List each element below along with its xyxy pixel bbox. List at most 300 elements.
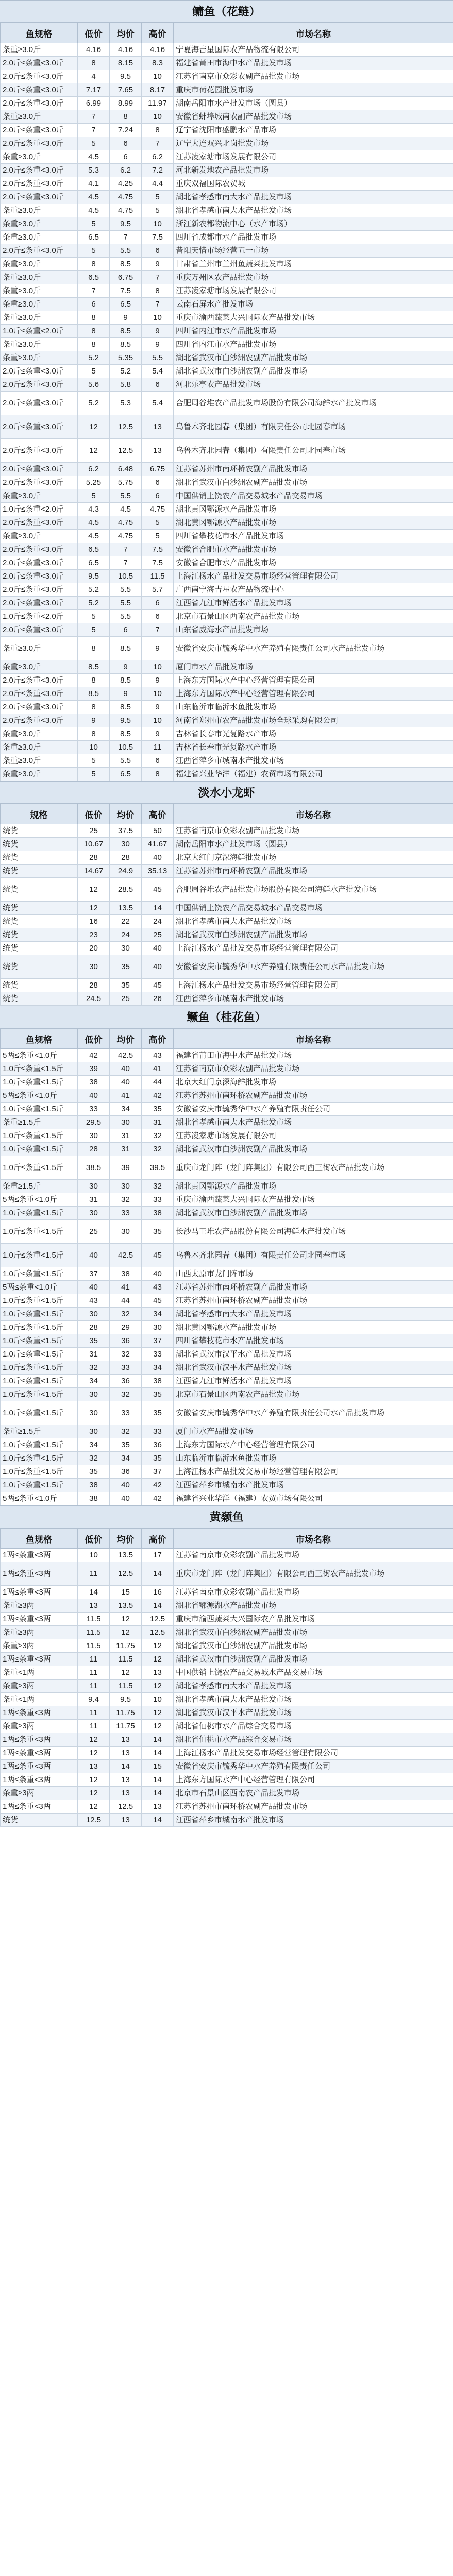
fish-spec-cell: 条重≥3.0斤	[1, 204, 78, 217]
table-row	[1, 754, 453, 768]
avg-price-cell: 12.5	[110, 1800, 142, 1814]
fish-spec-cell: 条重≥3.0斤	[1, 217, 78, 231]
avg-price-cell: 8.5	[110, 727, 142, 741]
high-price-cell: 9	[142, 325, 174, 338]
high-price-cell: 6	[142, 378, 174, 392]
avg-price-cell: 4.25	[110, 177, 142, 191]
low-price-cell: 11	[78, 1562, 110, 1586]
high-price-cell: 15	[142, 1760, 174, 1773]
avg-price-cell: 22	[110, 915, 142, 928]
table-row	[1, 530, 453, 543]
fish-spec-cell: 1两≤条重<3两	[1, 1653, 78, 1666]
avg-price-cell: 6	[110, 137, 142, 150]
fish-spec-cell: 1.0斤≤条重<1.5斤	[1, 1062, 78, 1076]
table-row	[1, 1773, 453, 1787]
fish-spec-cell: 1.0斤≤条重<1.5斤	[1, 1267, 78, 1281]
fish-spec-cell: 5两≤条重<1.0斤	[1, 1281, 78, 1294]
table-row	[1, 865, 453, 878]
market-name-cell: 重庆市荷花园批发市场	[174, 83, 453, 97]
table-row	[1, 177, 453, 191]
market-name-cell: 乌鲁木齐北园春（集团）有限责任公司北园春市场	[174, 415, 453, 439]
table-row	[1, 1143, 453, 1156]
high-price-cell: 7.2	[142, 164, 174, 177]
market-name-cell: 湖北省武汉市汉平水产品批发市场	[174, 1361, 453, 1375]
fish-spec-cell: 2.0斤≤条重<3.0斤	[1, 365, 78, 378]
avg-price-cell: 11.75	[110, 1706, 142, 1720]
table-row	[1, 1492, 453, 1505]
fish-spec-cell: 条重≥3.0斤	[1, 637, 78, 660]
high-price-cell: 5	[142, 516, 174, 530]
table-row	[1, 489, 453, 503]
table-row	[1, 244, 453, 258]
fish-spec-cell: 统货	[1, 838, 78, 851]
market-name-cell: 山西太原市龙门阵市场	[174, 1267, 453, 1281]
market-name-cell: 江苏省苏州市南环桥农副产品批发市场	[174, 1294, 453, 1308]
market-name-cell: 福建省兴业华洋（福建）农贸市场有限公司	[174, 768, 453, 781]
avg-price-cell: 24	[110, 928, 142, 942]
low-price-cell: 11	[78, 1653, 110, 1666]
avg-price-cell: 6.5	[110, 298, 142, 311]
low-price-cell: 12.5	[78, 1814, 110, 1827]
table-row	[1, 1062, 453, 1076]
table-row	[1, 43, 453, 57]
header-row	[1, 804, 453, 824]
table-row	[1, 1308, 453, 1321]
fish-spec-cell: 2.0斤≤条重<3.0斤	[1, 583, 78, 597]
low-price-cell: 8	[78, 701, 110, 714]
avg-price-cell: 12	[110, 1613, 142, 1626]
avg-price-cell: 5.3	[110, 392, 142, 415]
market-name-cell: 湖北黄冈鄂源水产品批发市场	[174, 1321, 453, 1334]
high-price-cell: 17	[142, 1549, 174, 1562]
low-price-cell: 13	[78, 1599, 110, 1613]
high-price-cell: 50	[142, 824, 174, 838]
high-price-cell: 14	[142, 1733, 174, 1747]
table-row	[1, 150, 453, 164]
table-row	[1, 110, 453, 124]
table-row	[1, 1116, 453, 1129]
avg-price-cell: 7.65	[110, 83, 142, 97]
low-price-cell: 35	[78, 1465, 110, 1479]
low-price-cell: 4	[78, 70, 110, 83]
avg-price-cell: 11.75	[110, 1720, 142, 1733]
market-name-cell: 厦门市水产品批发市场	[174, 1425, 453, 1438]
low-price-cell: 30	[78, 1308, 110, 1321]
high-price-cell: 12	[142, 1706, 174, 1720]
market-name-cell: 江苏凌家塘市场发展有限公司	[174, 284, 453, 298]
market-name-cell: 江苏凌家塘市场发展有限公司	[174, 150, 453, 164]
high-price-cell: 10	[142, 217, 174, 231]
fish-spec-cell: 1.0斤≤条重<2.0斤	[1, 503, 78, 516]
high-price-cell: 6	[142, 610, 174, 623]
high-price-cell: 9	[142, 338, 174, 351]
fish-spec-cell: 1两≤条重<3两	[1, 1760, 78, 1773]
table-row	[1, 741, 453, 754]
header-row	[1, 1029, 453, 1049]
table-row	[1, 311, 453, 325]
avg-price-cell: 13	[110, 1733, 142, 1747]
avg-price-cell: 31	[110, 1143, 142, 1156]
market-name-cell: 合肥周谷堆农产品批发市场股份有限公司海鲜水产批发市场	[174, 878, 453, 902]
high-price-cell: 12	[142, 1653, 174, 1666]
fish-spec-cell: 2.0斤≤条重<3.0斤	[1, 392, 78, 415]
market-name-cell: 上海东方国际水产中心经营管理有限公司	[174, 1773, 453, 1787]
low-price-cell: 8	[78, 637, 110, 660]
table-row	[1, 1653, 453, 1666]
market-name-cell: 江苏省南京市众彩农副产品批发市场	[174, 1586, 453, 1599]
fish-spec-cell: 条重≥3.0斤	[1, 258, 78, 271]
avg-price-cell: 38	[110, 1267, 142, 1281]
low-price-cell: 4.1	[78, 177, 110, 191]
market-name-cell: 上海江杨水产品批发交易市场经营管理有限公司	[174, 570, 453, 583]
avg-price-cell: 30	[110, 838, 142, 851]
market-name-cell: 湖北省孝感市南大水产品批发市场	[174, 1116, 453, 1129]
column-header: 规格	[1, 804, 78, 824]
high-price-cell: 34	[142, 1361, 174, 1375]
fish-spec-cell: 2.0斤≤条重<3.0斤	[1, 570, 78, 583]
low-price-cell: 5.6	[78, 378, 110, 392]
table-row	[1, 851, 453, 865]
avg-price-cell: 28	[110, 851, 142, 865]
fish-spec-cell: 统货	[1, 979, 78, 992]
column-header: 市场名称	[174, 804, 453, 824]
avg-price-cell: 34	[110, 1452, 142, 1465]
fish-spec-cell: 2.0斤≤条重<3.0斤	[1, 57, 78, 70]
fish-spec-cell: 1.0斤≤条重<1.5斤	[1, 1388, 78, 1401]
avg-price-cell: 37.5	[110, 824, 142, 838]
high-price-cell: 12	[142, 1680, 174, 1693]
high-price-cell: 31	[142, 1116, 174, 1129]
table-row	[1, 1267, 453, 1281]
fish-spec-cell: 统货	[1, 915, 78, 928]
fish-spec-cell: 1.0斤≤条重<2.0斤	[1, 610, 78, 623]
low-price-cell: 37	[78, 1267, 110, 1281]
high-price-cell: 5	[142, 204, 174, 217]
avg-price-cell: 40	[110, 1479, 142, 1492]
avg-price-cell: 7	[110, 556, 142, 570]
low-price-cell: 6.5	[78, 543, 110, 556]
high-price-cell: 35	[142, 1401, 174, 1425]
table-row	[1, 271, 453, 284]
table-row	[1, 1549, 453, 1562]
table-row	[1, 298, 453, 311]
avg-price-cell: 35	[110, 1438, 142, 1452]
section-title: 黄颡鱼	[0, 1505, 453, 1528]
table-row	[1, 1156, 453, 1180]
high-price-cell: 14	[142, 1747, 174, 1760]
high-price-cell: 12.5	[142, 1613, 174, 1626]
avg-price-cell: 32	[110, 1348, 142, 1361]
price-section	[0, 1006, 453, 1505]
fish-spec-cell: 1两≤条重<3两	[1, 1562, 78, 1586]
table-row	[1, 979, 453, 992]
avg-price-cell: 4.16	[110, 43, 142, 57]
market-name-cell: 中国供销上饶农产品交易城水产品交易市场	[174, 902, 453, 915]
avg-price-cell: 6	[110, 150, 142, 164]
column-header: 低价	[78, 1529, 110, 1549]
high-price-cell: 33	[142, 1348, 174, 1361]
fish-spec-cell: 2.0斤≤条重<3.0斤	[1, 177, 78, 191]
fish-spec-cell: 条重≥3两	[1, 1680, 78, 1693]
fish-spec-cell: 2.0斤≤条重<3.0斤	[1, 439, 78, 463]
avg-price-cell: 5.2	[110, 365, 142, 378]
high-price-cell: 6	[142, 476, 174, 489]
market-name-cell: 江西省萍乡市城南水产批发市场	[174, 754, 453, 768]
high-price-cell: 8	[142, 768, 174, 781]
high-price-cell: 40	[142, 942, 174, 955]
fish-spec-cell: 条重≥3.0斤	[1, 110, 78, 124]
high-price-cell: 10	[142, 110, 174, 124]
low-price-cell: 20	[78, 942, 110, 955]
table-row	[1, 476, 453, 489]
high-price-cell: 32	[142, 1129, 174, 1143]
market-name-cell: 合肥周谷堆农产品批发市场股份有限公司海鲜水产批发市场	[174, 392, 453, 415]
table-row	[1, 838, 453, 851]
avg-price-cell: 4.75	[110, 191, 142, 204]
fish-spec-cell: 条重≥1.5斤	[1, 1116, 78, 1129]
avg-price-cell: 14	[110, 1760, 142, 1773]
low-price-cell: 35	[78, 1334, 110, 1348]
fish-spec-cell: 条重≥3.0斤	[1, 754, 78, 768]
low-price-cell: 6	[78, 298, 110, 311]
low-price-cell: 32	[78, 1452, 110, 1465]
table-row	[1, 660, 453, 674]
high-price-cell: 14	[142, 1562, 174, 1586]
high-price-cell: 24	[142, 915, 174, 928]
avg-price-cell: 8.5	[110, 338, 142, 351]
low-price-cell: 38	[78, 1479, 110, 1492]
avg-price-cell: 12	[110, 1626, 142, 1639]
high-price-cell: 30	[142, 1321, 174, 1334]
high-price-cell: 43	[142, 1281, 174, 1294]
fish-spec-cell: 条重≥3.0斤	[1, 727, 78, 741]
market-name-cell: 江苏凌家塘市场发展有限公司	[174, 1129, 453, 1143]
low-price-cell: 9	[78, 714, 110, 727]
high-price-cell: 14	[142, 1814, 174, 1827]
low-price-cell: 40	[78, 1089, 110, 1103]
fish-spec-cell: 统货	[1, 928, 78, 942]
table-row	[1, 191, 453, 204]
fish-spec-cell: 1.0斤≤条重<1.5斤	[1, 1308, 78, 1321]
avg-price-cell: 32	[110, 1425, 142, 1438]
table-row	[1, 674, 453, 687]
low-price-cell: 12	[78, 415, 110, 439]
low-price-cell: 34	[78, 1375, 110, 1388]
low-price-cell: 28	[78, 1321, 110, 1334]
avg-price-cell: 35	[110, 955, 142, 979]
avg-price-cell: 13	[110, 1747, 142, 1760]
table-row	[1, 824, 453, 838]
high-price-cell: 7.5	[142, 543, 174, 556]
fish-spec-cell: 2.0斤≤条重<3.0斤	[1, 83, 78, 97]
low-price-cell: 12	[78, 439, 110, 463]
high-price-cell: 34	[142, 1308, 174, 1321]
avg-price-cell: 9	[110, 660, 142, 674]
market-name-cell: 江西省九江市鲜活水产品批发市场	[174, 597, 453, 610]
fish-spec-cell: 1.0斤≤条重<1.5斤	[1, 1076, 78, 1089]
low-price-cell: 4.5	[78, 530, 110, 543]
low-price-cell: 12	[78, 1747, 110, 1760]
high-price-cell: 6.2	[142, 150, 174, 164]
market-name-cell: 北京市石景山区西南农产品批发市场	[174, 1787, 453, 1800]
high-price-cell: 6	[142, 489, 174, 503]
avg-price-cell: 9	[110, 311, 142, 325]
fish-spec-cell: 条重≥3.0斤	[1, 43, 78, 57]
fish-spec-cell: 1.0斤≤条重<1.5斤	[1, 1361, 78, 1375]
low-price-cell: 12	[78, 1773, 110, 1787]
high-price-cell: 6	[142, 244, 174, 258]
high-price-cell: 13	[142, 1666, 174, 1680]
market-name-cell: 湖北省孝感市南大水产品批发市场	[174, 204, 453, 217]
fish-spec-cell: 条重≥3两	[1, 1639, 78, 1653]
avg-price-cell: 11.5	[110, 1653, 142, 1666]
column-header: 均价	[110, 1529, 142, 1549]
table-row	[1, 1348, 453, 1361]
table-row	[1, 1747, 453, 1760]
price-section	[0, 781, 453, 1006]
table-row	[1, 878, 453, 902]
column-header: 低价	[78, 1029, 110, 1049]
avg-price-cell: 4.75	[110, 516, 142, 530]
fish-spec-cell: 条重≥1.5斤	[1, 1425, 78, 1438]
table-row	[1, 637, 453, 660]
fish-spec-cell: 2.0斤≤条重<3.0斤	[1, 516, 78, 530]
table-row	[1, 503, 453, 516]
fish-spec-cell: 条重≥3.0斤	[1, 338, 78, 351]
table-row	[1, 701, 453, 714]
low-price-cell: 25	[78, 1220, 110, 1244]
fish-spec-cell: 统货	[1, 865, 78, 878]
market-name-cell: 安徽省合肥市水产品批发市场	[174, 543, 453, 556]
market-name-cell: 湖北黄冈鄂源水产品批发市场	[174, 503, 453, 516]
avg-price-cell: 36	[110, 1334, 142, 1348]
low-price-cell: 11	[78, 1720, 110, 1733]
table-row	[1, 928, 453, 942]
market-name-cell: 上海江杨水产品批发交易市场经营管理有限公司	[174, 1465, 453, 1479]
table-row	[1, 83, 453, 97]
high-price-cell: 35	[142, 1388, 174, 1401]
fish-spec-cell: 1.0斤≤条重<1.5斤	[1, 1129, 78, 1143]
market-name-cell: 湖北省仙桃市水产品综合交易市场	[174, 1733, 453, 1747]
fish-spec-cell: 条重≥3两	[1, 1626, 78, 1639]
table-row	[1, 1321, 453, 1334]
low-price-cell: 38	[78, 1492, 110, 1505]
low-price-cell: 4.16	[78, 43, 110, 57]
avg-price-cell: 4.5	[110, 503, 142, 516]
low-price-cell: 30	[78, 1180, 110, 1193]
market-name-cell: 安徽省安庆市毓秀华中水产养殖有限责任公司	[174, 1760, 453, 1773]
market-name-cell: 湖北省武汉市白沙洲农副产品批发市场	[174, 365, 453, 378]
table-row	[1, 57, 453, 70]
high-price-cell: 13	[142, 439, 174, 463]
market-name-cell: 安徽省安庆市毓秀华中水产养殖有限责任公司	[174, 1103, 453, 1116]
table-row	[1, 1180, 453, 1193]
fish-spec-cell: 统货	[1, 824, 78, 838]
avg-price-cell: 8.15	[110, 57, 142, 70]
market-name-cell: 重庆市渝西蔬菜大兴国际农产品批发市场	[174, 311, 453, 325]
high-price-cell: 10	[142, 660, 174, 674]
table-row	[1, 714, 453, 727]
fish-spec-cell: 条重≥3两	[1, 1599, 78, 1613]
avg-price-cell: 8.5	[110, 674, 142, 687]
high-price-cell: 11.97	[142, 97, 174, 110]
fish-spec-cell: 2.0斤≤条重<3.0斤	[1, 137, 78, 150]
table-row	[1, 556, 453, 570]
fish-spec-cell: 1.0斤≤条重<2.0斤	[1, 325, 78, 338]
high-price-cell: 40	[142, 1267, 174, 1281]
avg-price-cell: 8.5	[110, 325, 142, 338]
avg-price-cell: 12.5	[110, 415, 142, 439]
avg-price-cell: 5.75	[110, 476, 142, 489]
high-price-cell: 5.4	[142, 392, 174, 415]
table-row	[1, 1438, 453, 1452]
column-header: 高价	[142, 804, 174, 824]
table-row	[1, 623, 453, 637]
high-price-cell: 10	[142, 714, 174, 727]
fish-spec-cell: 统货	[1, 878, 78, 902]
low-price-cell: 33	[78, 1103, 110, 1116]
fish-spec-cell: 2.0斤≤条重<3.0斤	[1, 415, 78, 439]
market-name-cell: 四川省攀枝花市水产品批发市场	[174, 1334, 453, 1348]
low-price-cell: 5	[78, 217, 110, 231]
table-row	[1, 915, 453, 928]
low-price-cell: 7.17	[78, 83, 110, 97]
avg-price-cell: 6.75	[110, 271, 142, 284]
high-price-cell: 14	[142, 1599, 174, 1613]
high-price-cell: 9	[142, 258, 174, 271]
market-name-cell: 湖北省武汉市白沙洲农副产品批发市场	[174, 1143, 453, 1156]
low-price-cell: 8	[78, 325, 110, 338]
low-price-cell: 8.5	[78, 687, 110, 701]
fish-spec-cell: 条重≥3.0斤	[1, 311, 78, 325]
low-price-cell: 40	[78, 1244, 110, 1267]
avg-price-cell: 5.5	[110, 754, 142, 768]
column-header: 低价	[78, 23, 110, 43]
low-price-cell: 12	[78, 1800, 110, 1814]
fish-spec-cell: 1两≤条重<3两	[1, 1800, 78, 1814]
avg-price-cell: 12.5	[110, 439, 142, 463]
market-name-cell: 吉林省长春市光复路水产市场	[174, 727, 453, 741]
fish-spec-cell: 条重≥3.0斤	[1, 530, 78, 543]
low-price-cell: 5	[78, 489, 110, 503]
market-name-cell: 江苏省南京市众彩农副产品批发市场	[174, 1549, 453, 1562]
high-price-cell: 7	[142, 623, 174, 637]
high-price-cell: 38	[142, 1207, 174, 1220]
avg-price-cell: 7	[110, 231, 142, 244]
market-name-cell: 乌鲁木齐北园春（集团）有限责任公司北园春市场	[174, 439, 453, 463]
column-header: 均价	[110, 804, 142, 824]
market-name-cell: 中国供销上饶农产品交易城水产品交易市场	[174, 489, 453, 503]
table-row	[1, 204, 453, 217]
table-row	[1, 1425, 453, 1438]
avg-price-cell: 6.48	[110, 463, 142, 476]
market-name-cell: 湖北省武汉市汉平水产品批发市场	[174, 1706, 453, 1720]
market-name-cell: 福建省兴业华洋（福建）农贸市场有限公司	[174, 1492, 453, 1505]
fish-spec-cell: 1两≤条重<3两	[1, 1613, 78, 1626]
table-row	[1, 325, 453, 338]
low-price-cell: 5	[78, 365, 110, 378]
market-name-cell: 江苏省南京市众彩农副产品批发市场	[174, 70, 453, 83]
fish-spec-cell: 条重≥3.0斤	[1, 284, 78, 298]
market-name-cell: 辽宁省沈阳市盛鹏水产品市场	[174, 124, 453, 137]
table-row	[1, 1244, 453, 1267]
market-name-cell: 辽宁大连双兴北岗批发市场	[174, 137, 453, 150]
fish-spec-cell: 1两≤条重<3两	[1, 1733, 78, 1747]
table-row	[1, 439, 453, 463]
avg-price-cell: 9.5	[110, 714, 142, 727]
high-price-cell: 11.5	[142, 570, 174, 583]
high-price-cell: 42	[142, 1089, 174, 1103]
